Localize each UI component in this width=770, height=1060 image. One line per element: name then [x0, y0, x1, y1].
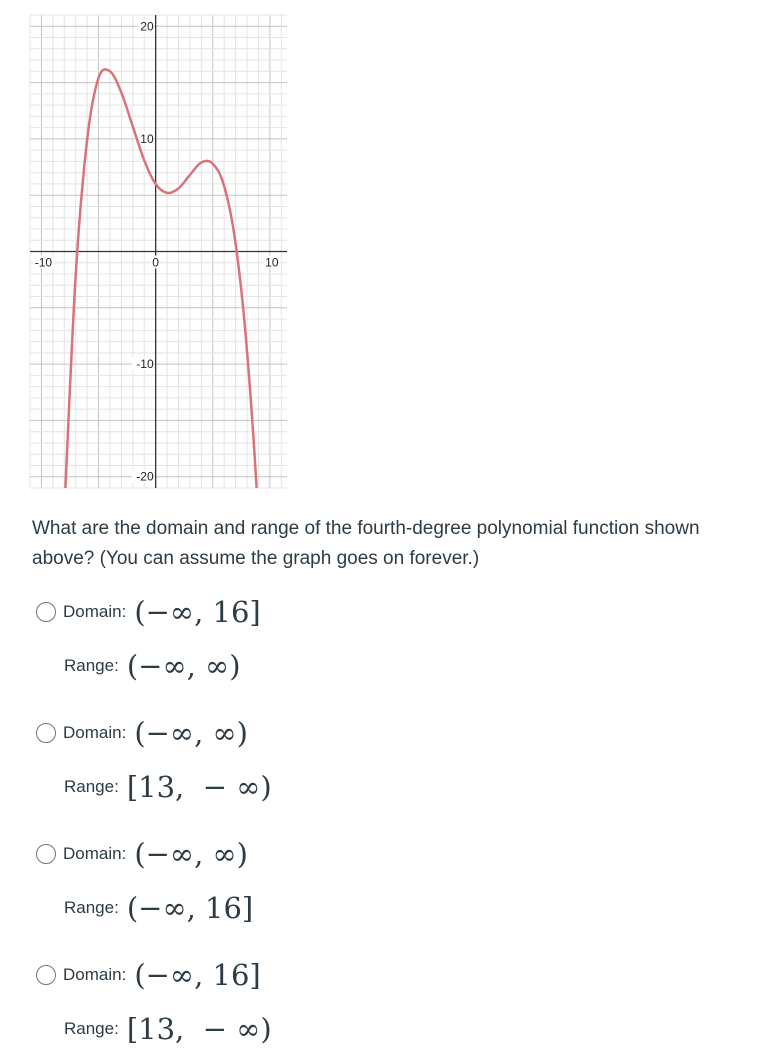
radio-button-icon[interactable] [36, 723, 56, 743]
y-tick-label: -10 [136, 357, 154, 372]
answer-option-1[interactable] [36, 592, 436, 686]
x-tick-label: -10 [34, 255, 53, 270]
range-label: Range: [64, 898, 119, 917]
domain-value: (−∞, ∞) [134, 716, 248, 750]
range-value: (−∞, ∞) [126, 649, 241, 683]
domain-label: Domain: [63, 844, 127, 863]
domain-label: Domain: [63, 723, 127, 742]
domain-value: (−∞, ∞) [134, 837, 248, 871]
radio-button-icon[interactable] [36, 844, 56, 864]
range-value: [13, − ∞) [126, 1012, 272, 1046]
range-label: Range: [64, 777, 119, 796]
answer-option-4[interactable] [36, 955, 436, 1049]
answer-option-3[interactable] [36, 834, 436, 928]
domain-label: Domain: [63, 965, 127, 984]
domain-label: Domain: [63, 602, 127, 621]
y-tick-label: -20 [136, 469, 154, 484]
polynomial-graph [0, 0, 300, 500]
x-tick-label: 10 [265, 255, 279, 270]
x-tick-label: 0 [152, 255, 159, 270]
y-tick-label: 10 [140, 131, 154, 146]
range-value: [13, − ∞) [126, 770, 272, 804]
answer-option-2[interactable] [36, 713, 436, 807]
range-value: (−∞, 16] [126, 891, 254, 925]
range-label: Range: [64, 1019, 119, 1038]
polynomial-curve [65, 69, 273, 500]
domain-value: (−∞, 16] [134, 595, 261, 629]
radio-button-icon[interactable] [36, 965, 56, 985]
radio-button-icon[interactable] [36, 602, 56, 622]
y-tick-label: 20 [140, 19, 154, 34]
domain-value: (−∞, 16] [134, 958, 261, 992]
range-label: Range: [64, 656, 119, 675]
question-text: What are the domain and range of the fourth-degree polynomial function shown above? (You can assume the graph goes on forever.) [32, 518, 700, 569]
